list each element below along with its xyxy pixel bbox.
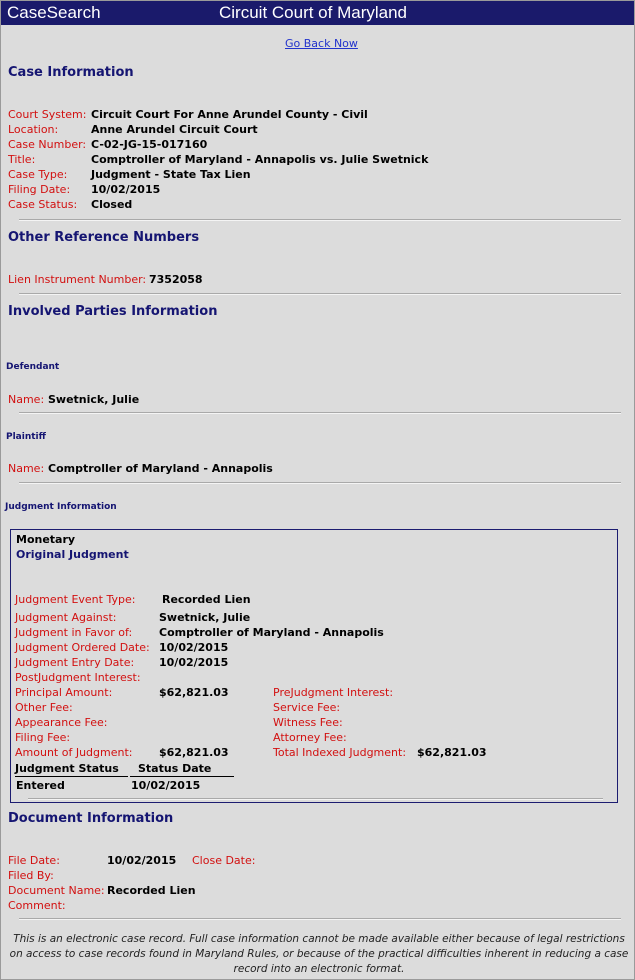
event-type-label: Judgment Event Type: bbox=[15, 593, 136, 606]
judgment-information-heading: Judgment Information bbox=[5, 502, 117, 512]
comment-label: Comment: bbox=[8, 899, 66, 912]
witness-fee-label: Witness Fee: bbox=[273, 716, 343, 729]
defendant-heading: Defendant bbox=[6, 362, 60, 372]
other-fee-label: Other Fee: bbox=[15, 701, 73, 714]
case-status-value: Closed bbox=[91, 198, 133, 211]
prejudgment-interest-label: PreJudgment Interest: bbox=[273, 686, 394, 699]
title-label: Title: bbox=[8, 153, 36, 166]
filing-date-value: 10/02/2015 bbox=[91, 183, 161, 196]
amount-of-judgment-label: Amount of Judgment: bbox=[15, 746, 133, 759]
entry-date-label: Judgment Entry Date: bbox=[15, 656, 135, 669]
page-title: Circuit Court of Maryland bbox=[219, 3, 408, 22]
judgment-kind: Monetary bbox=[16, 533, 76, 546]
header-bar bbox=[1, 1, 634, 25]
file-date-label: File Date: bbox=[8, 854, 60, 867]
divider bbox=[19, 412, 621, 414]
judgment-against-label: Judgment Against: bbox=[15, 611, 117, 624]
event-type-value: Recorded Lien bbox=[162, 593, 251, 606]
case-information-heading: Case Information bbox=[8, 65, 134, 80]
document-name-label: Document Name: bbox=[8, 884, 105, 897]
court-system-value: Circuit Court For Anne Arundel County - Civil bbox=[91, 108, 368, 121]
case-type-label: Case Type: bbox=[8, 168, 68, 181]
lien-instrument-value: 7352058 bbox=[149, 273, 203, 286]
principal-amount-label: Principal Amount: bbox=[15, 686, 113, 699]
plaintiff-name-label: Name: bbox=[8, 462, 45, 475]
close-date-label: Close Date: bbox=[192, 854, 256, 867]
ordered-date-label: Judgment Ordered Date: bbox=[15, 641, 150, 654]
title-value: Comptroller of Maryland - Annapolis vs. Julie Swetnick bbox=[91, 153, 429, 166]
divider bbox=[28, 798, 603, 800]
original-judgment-heading: Original Judgment bbox=[16, 548, 129, 561]
court-system-label: Court System: bbox=[8, 108, 87, 121]
disclaimer-text: This is an electronic case record. Full case information cannot be made available either because of legal restrictions on access to case records found in Maryland Rules, or because of the practical difficulties inherent in reducing a case record into an electronic format. bbox=[9, 933, 629, 975]
file-date-value: 10/02/2015 bbox=[107, 854, 177, 867]
case-type-value: Judgment - State Tax Lien bbox=[91, 168, 251, 181]
judgment-favor-label: Judgment in Favor of: bbox=[15, 626, 133, 639]
defendant-name-label: Name: bbox=[8, 393, 45, 406]
filing-date-label: Filing Date: bbox=[8, 183, 71, 196]
principal-amount-value: $62,821.03 bbox=[159, 686, 229, 699]
go-back-link[interactable]: Go Back Now bbox=[285, 37, 358, 50]
postjudgment-interest-label: PostJudgment Interest: bbox=[15, 671, 141, 684]
divider bbox=[19, 482, 621, 484]
appearance-fee-label: Appearance Fee: bbox=[15, 716, 108, 729]
location-label: Location: bbox=[8, 123, 59, 136]
entry-date-value: 10/02/2015 bbox=[159, 656, 229, 669]
case-number-label: Case Number: bbox=[8, 138, 87, 151]
divider bbox=[19, 918, 621, 920]
judgment-against-value: Swetnick, Julie bbox=[159, 611, 251, 624]
case-status-label: Case Status: bbox=[8, 198, 78, 211]
judgment-status-column-header: Judgment Status bbox=[15, 762, 128, 777]
plaintiff-heading: Plaintiff bbox=[6, 432, 46, 442]
amount-of-judgment-value: $62,821.03 bbox=[159, 746, 229, 759]
divider bbox=[19, 293, 621, 295]
judgment-status-value: Entered bbox=[16, 779, 65, 792]
ordered-date-value: 10/02/2015 bbox=[159, 641, 229, 654]
status-date-value: 10/02/2015 bbox=[131, 779, 201, 792]
app-brand[interactable]: CaseSearch bbox=[7, 3, 101, 22]
attorney-fee-label: Attorney Fee: bbox=[273, 731, 347, 744]
document-information-heading: Document Information bbox=[8, 811, 174, 826]
other-reference-heading: Other Reference Numbers bbox=[8, 230, 200, 245]
total-indexed-value: $62,821.03 bbox=[417, 746, 487, 759]
filing-fee-label: Filing Fee: bbox=[15, 731, 71, 744]
involved-parties-heading: Involved Parties Information bbox=[8, 304, 218, 319]
location-value: Anne Arundel Circuit Court bbox=[91, 123, 258, 136]
judgment-panel bbox=[10, 529, 618, 803]
lien-instrument-label: Lien Instrument Number: bbox=[8, 273, 147, 286]
filed-by-label: Filed By: bbox=[8, 869, 54, 882]
total-indexed-label: Total Indexed Judgment: bbox=[273, 746, 407, 759]
defendant-name-value: Swetnick, Julie bbox=[48, 393, 140, 406]
divider bbox=[19, 219, 621, 221]
status-date-column-header: Status Date bbox=[130, 762, 234, 777]
case-number-value: C-02-JG-15-017160 bbox=[91, 138, 208, 151]
judgment-favor-value: Comptroller of Maryland - Annapolis bbox=[159, 626, 384, 639]
plaintiff-name-value: Comptroller of Maryland - Annapolis bbox=[48, 462, 273, 475]
document-name-value: Recorded Lien bbox=[107, 884, 196, 897]
service-fee-label: Service Fee: bbox=[273, 701, 341, 714]
